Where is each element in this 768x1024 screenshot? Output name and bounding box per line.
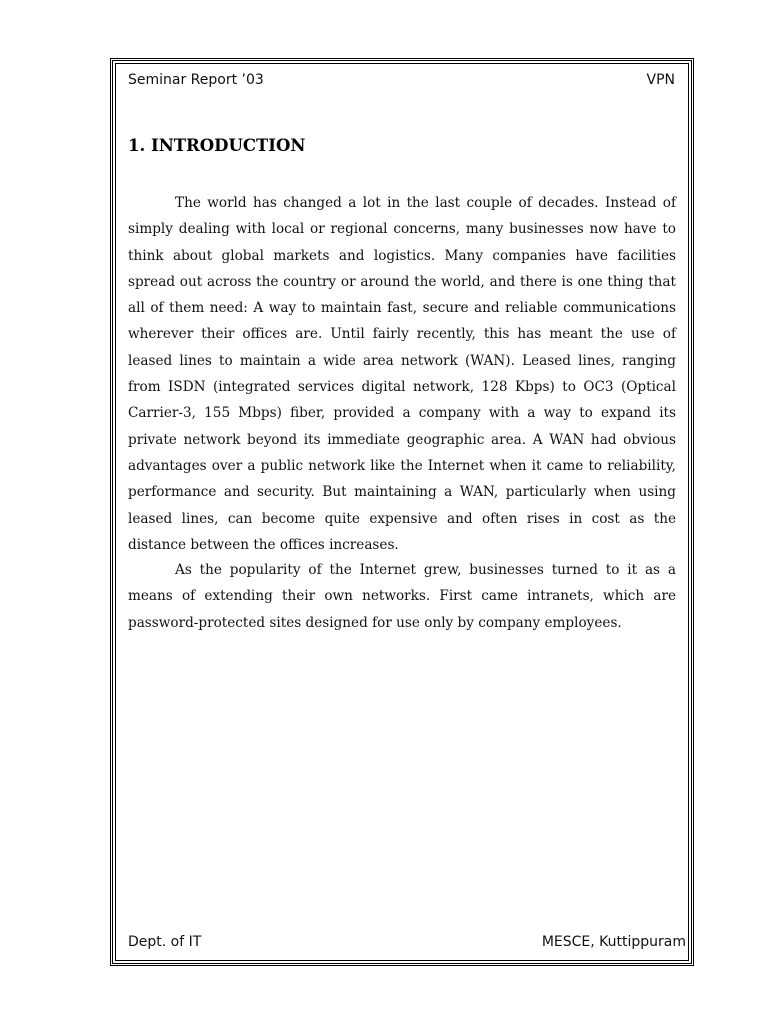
body-paragraph: As the popularity of the Internet grew, businesses turned to it as a means of extending their own networks. First came intranets, which are password-protected sites designed for use only by company employees.	[128, 562, 676, 631]
footer-institution: MESCE, Kuttippuram	[541, 934, 686, 950]
section-title: 1. INTRODUCTION	[128, 136, 306, 155]
header-topic: VPN	[646, 72, 675, 88]
footer-department: Dept. of IT	[128, 934, 202, 950]
body-paragraph: The world has changed a lot in the last couple of decades. Instead of simply dealing with local or regional concerns, many businesses now have to think about global markets and logistics. Many companies have facilities spread out across the country or around the world, and there is one thing that all of them need: A way to maintain fast, secure and reliable communications wherever their offices are. Until fairly recently, this has meant the use of leased lines to maintain a wide area network (WAN). Leased lines, ranging from ISDN (integrated services digital network, 128 Kbps) to OC3 (Optical Carrier-3, 155 Mbps) fiber, provided a company with a way to expand its private network beyond its immediate geographic area. A WAN had obvious advantages over a public network like the Internet when it came to reliability, performance and security. But maintaining a WAN, particularly when using leased lines, can become quite expensive and often rises in cost as the distance between the offices increases.	[128, 195, 676, 553]
header-report-title: Seminar Report ’03	[128, 72, 264, 88]
